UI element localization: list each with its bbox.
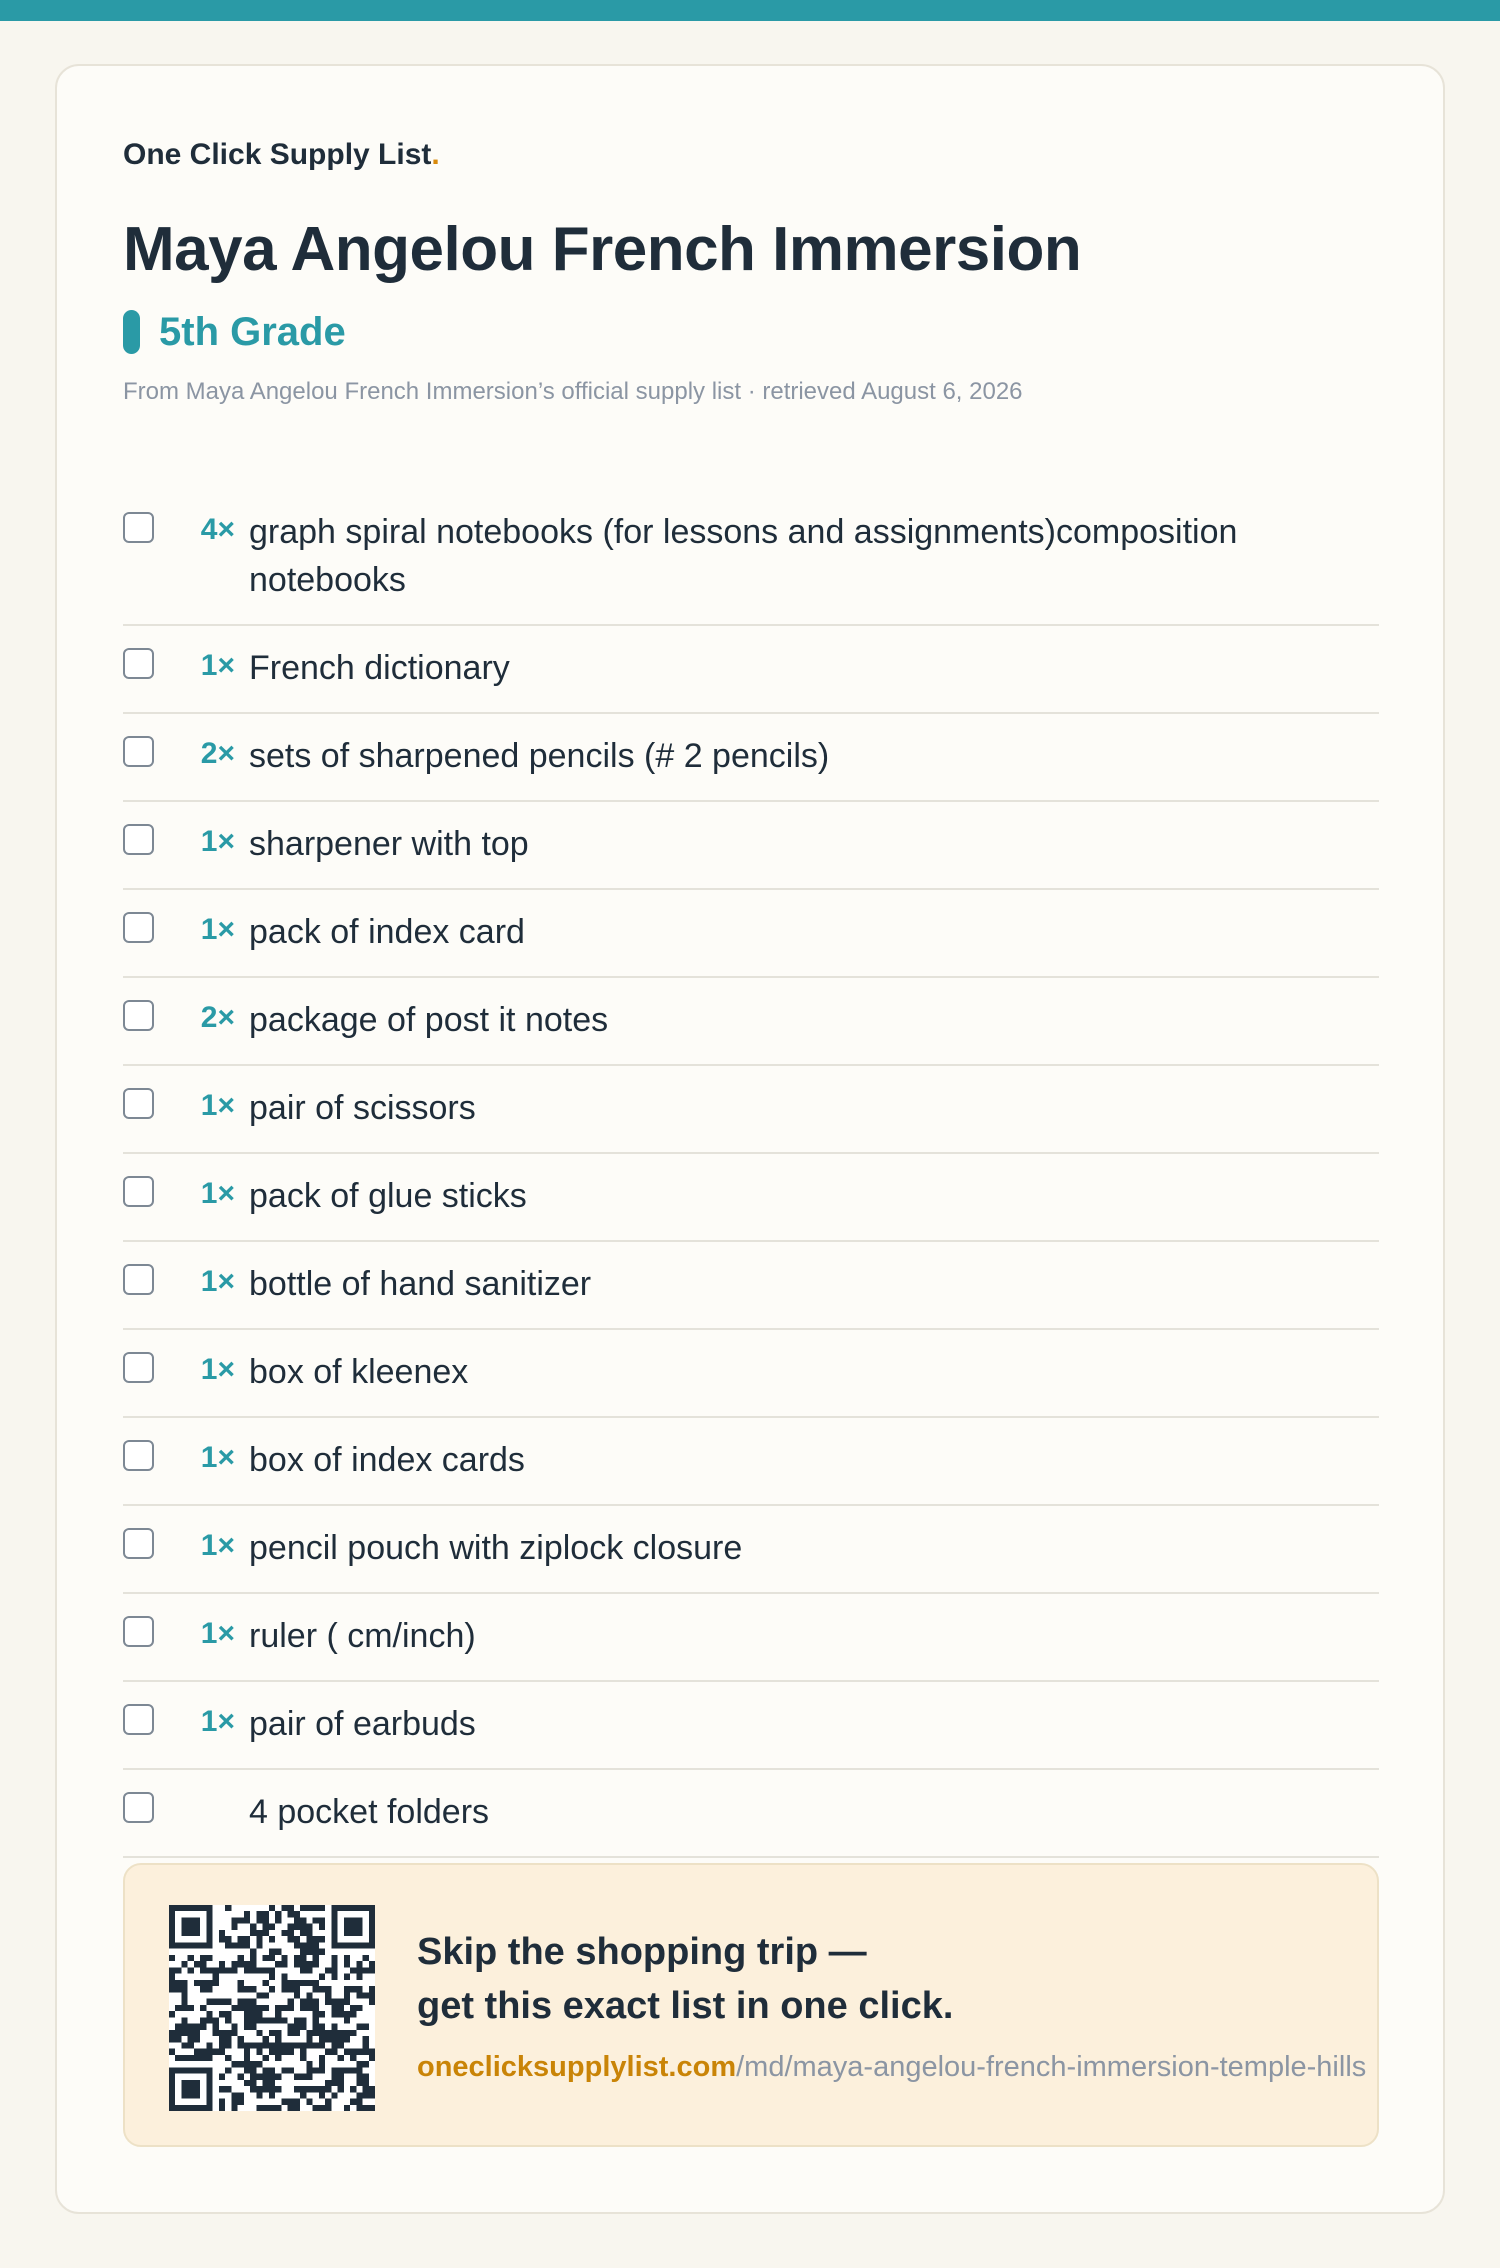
list-item[interactable]: [123, 714, 1379, 802]
item-quantity: 1×: [200, 825, 235, 858]
cta-line-2: get this exact list in one click.: [417, 1985, 954, 2027]
item-text: bottle of hand sanitizer: [249, 1265, 592, 1303]
item-quantity: 1×: [200, 1529, 235, 1562]
item-text: 4 pocket folders: [249, 1793, 490, 1831]
item-text: graph spiral notebooks (for lessons and assignments)composition notebooks: [249, 513, 1238, 599]
item-text: pencil pouch with ziplock closure: [249, 1529, 743, 1567]
item-checkbox[interactable]: [123, 912, 154, 943]
item-checkbox[interactable]: [123, 1792, 154, 1823]
item-quantity: 4×: [200, 513, 235, 546]
item-checkbox[interactable]: [123, 824, 154, 855]
item-checkbox[interactable]: [123, 1352, 154, 1383]
list-item[interactable]: [123, 978, 1379, 1066]
cta-url-path: /md/maya-angelou-french-immersion-temple-hills: [736, 2051, 1367, 2083]
item-text: package of post it notes: [249, 1001, 609, 1039]
item-quantity: 1×: [200, 913, 235, 946]
item-checkbox[interactable]: [123, 1616, 154, 1647]
item-text: box of kleenex: [249, 1353, 469, 1391]
item-text: sets of sharpened pencils (# 2 pencils): [249, 737, 830, 775]
supply-list: [123, 486, 1379, 1858]
grade-label: 5th Grade: [159, 309, 346, 354]
list-item[interactable]: [123, 626, 1379, 714]
school-title: Maya Angelou French Immersion: [123, 215, 1082, 284]
list-item[interactable]: [123, 486, 1379, 626]
item-quantity: 1×: [200, 1441, 235, 1474]
item-quantity: 1×: [200, 1353, 235, 1386]
item-quantity: 2×: [200, 737, 235, 770]
item-text: French dictionary: [249, 649, 510, 687]
brand-logo[interactable]: [123, 138, 440, 172]
item-checkbox[interactable]: [123, 736, 154, 767]
cta-heading: [417, 1925, 1117, 2033]
item-checkbox[interactable]: [123, 1440, 154, 1471]
grade-heading: [123, 309, 346, 355]
list-item[interactable]: [123, 1330, 1379, 1418]
list-item[interactable]: [123, 802, 1379, 890]
supply-list-card: [55, 64, 1445, 2214]
item-quantity: 1×: [200, 1617, 235, 1650]
item-quantity: 1×: [200, 1089, 235, 1122]
grade-marker: [123, 310, 140, 354]
item-checkbox[interactable]: [123, 1000, 154, 1031]
cta-link[interactable]: [417, 2051, 1366, 2084]
item-checkbox[interactable]: [123, 1264, 154, 1295]
list-item[interactable]: [123, 1154, 1379, 1242]
item-quantity: 1×: [200, 649, 235, 682]
cta-line-1: Skip the shopping trip —: [417, 1931, 867, 1973]
cta-url-domain: oneclicksupplylist.com: [417, 2051, 737, 2083]
item-checkbox[interactable]: [123, 1088, 154, 1119]
list-item[interactable]: [123, 1506, 1379, 1594]
list-item[interactable]: [123, 1242, 1379, 1330]
list-item[interactable]: [123, 890, 1379, 978]
item-quantity: 1×: [200, 1265, 235, 1298]
qr-code-icon[interactable]: [169, 1905, 375, 2111]
item-checkbox[interactable]: [123, 1176, 154, 1207]
list-item[interactable]: [123, 1770, 1379, 1858]
list-item[interactable]: [123, 1594, 1379, 1682]
brand-dot: .: [431, 138, 440, 171]
item-checkbox[interactable]: [123, 1704, 154, 1735]
list-item[interactable]: [123, 1066, 1379, 1154]
item-quantity: 2×: [200, 1001, 235, 1034]
source-note: From Maya Angelou French Immersion’s official supply list · retrieved August 6, 2026: [123, 378, 1023, 405]
item-checkbox[interactable]: [123, 648, 154, 679]
item-checkbox[interactable]: [123, 512, 154, 543]
item-checkbox[interactable]: [123, 1528, 154, 1559]
item-text: ruler ( cm/inch): [249, 1617, 476, 1655]
item-text: pack of index card: [249, 913, 525, 951]
item-quantity: 1×: [200, 1705, 235, 1738]
item-text: box of index cards: [249, 1441, 525, 1479]
item-text: pair of earbuds: [249, 1705, 476, 1743]
brand-name: One Click Supply List: [123, 138, 432, 171]
top-accent-bar: [0, 0, 1500, 21]
list-item[interactable]: [123, 1418, 1379, 1506]
item-quantity: 1×: [200, 1177, 235, 1210]
item-text: pack of glue sticks: [249, 1177, 527, 1215]
item-text: sharpener with top: [249, 825, 529, 863]
item-text: pair of scissors: [249, 1089, 476, 1127]
list-item[interactable]: [123, 1682, 1379, 1770]
cta-banner[interactable]: [123, 1863, 1379, 2147]
